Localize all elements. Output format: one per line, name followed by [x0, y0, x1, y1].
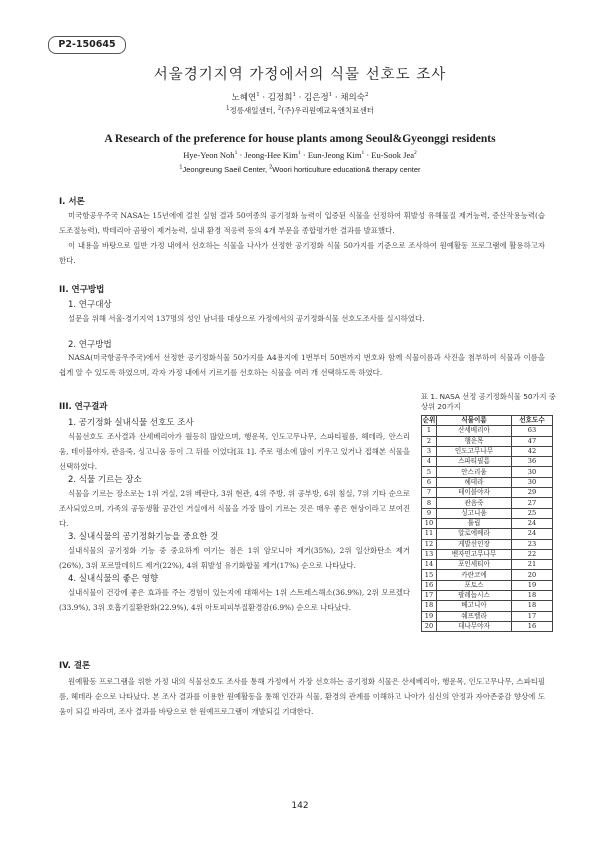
- table-row: [422, 518, 553, 528]
- cell-plant-name: 베고니아: [437, 601, 512, 611]
- method-body: NASA(미국항공우주국)에서 선정한 공기정화식물 50가지를 A4용지에 1번부터 50번까지 번호와 함께 식물이름과 사진을 첨부하여 식물과 이름을 쉽게 알 수 있도록 하였으며, 각자 가정 내에서 기르기를 선호하는 식물을 여러 개 선택하도록 하였다.: [59, 353, 545, 377]
- intro-body: [59, 208, 545, 268]
- cell-plant-name: 헤데라: [437, 477, 512, 487]
- cell-rank: 1: [422, 426, 437, 436]
- table-row: [422, 621, 553, 631]
- table-row: [422, 539, 553, 549]
- cell-rank: 2: [422, 436, 437, 446]
- english-affiliations: $^1$Jeongreung Saeil Center, $^2$Woori horticulture education& therapy center: [179, 164, 421, 174]
- cell-count: 27: [512, 498, 553, 508]
- table-row: [422, 611, 553, 621]
- section-heading-methods: II. 연구방법: [59, 285, 105, 295]
- cell-rank: 13: [422, 549, 437, 559]
- cell-rank: 10: [422, 518, 437, 528]
- cell-count: 22: [512, 549, 553, 559]
- paper-code-badge: P2-150645: [48, 36, 126, 54]
- cell-count: 19: [512, 580, 553, 590]
- result-4-body: 실내식물이 건강에 좋은 효과를 주는 경험이 있는지에 대해서는 1위 스트레스해소(36.9%), 2위 모르겠다(33.9%), 3위 호흡기질환완화(22.9%), 4위 아토피피부질환경감(6.9%) 순으로 나타났다.: [59, 588, 410, 612]
- plant-preference-table: [421, 415, 553, 632]
- table-row: [422, 436, 553, 446]
- korean-affiliations: $^1$정릉새일센터, $^2$(주)우리원예교육앤치료센터: [225, 105, 375, 115]
- cell-count: 63: [512, 426, 553, 436]
- table-row: [422, 488, 553, 498]
- table-row: [422, 477, 553, 487]
- table-row: [422, 508, 553, 518]
- result-1-body: 식물선호도 조사결과 산세베리아가 월등히 많았으며, 행운목, 인도고무나무, 스파티필름, 헤데라, 안스리움, 테이블야자, 관음죽, 싱고니움 등이 그 뒤를 이었다[표 1]. 주로 평소에 많이 키우고 있거나 접해본 식물을 선택하였다.: [59, 432, 410, 471]
- subheading-result-1: 1. 공기정화 실내식물 선호도 조사: [68, 418, 194, 428]
- author-name: 채의숙: [340, 93, 365, 103]
- cell-plant-name: 알로에베라: [437, 529, 512, 539]
- column-header-rank: 순위: [422, 416, 436, 425]
- table-row: [422, 580, 553, 590]
- cell-plant-name: 튤립: [437, 518, 512, 528]
- cell-rank: 5: [422, 467, 437, 477]
- section-heading-conclusion: IV. 결론: [59, 661, 91, 671]
- table-row: [422, 426, 553, 436]
- cell-rank: 8: [422, 498, 437, 508]
- section-heading-results: III. 연구결과: [59, 402, 108, 412]
- cell-count: 18: [512, 591, 553, 601]
- cell-rank: 16: [422, 580, 437, 590]
- subheading-result-2: 2. 식물 기르는 장소: [68, 475, 142, 485]
- table-row: [422, 570, 553, 580]
- cell-plant-name: 행운목: [437, 436, 512, 446]
- table-row: [422, 446, 553, 456]
- cell-rank: 4: [422, 457, 437, 467]
- cell-rank: 15: [422, 570, 437, 580]
- author-name: 노혜연: [231, 93, 257, 103]
- cell-plant-name: 벤자민고무나무: [437, 549, 512, 559]
- cell-count: 20: [512, 570, 553, 580]
- cell-rank: 20: [422, 621, 437, 631]
- english-authors: Hye-Yeon Noh$^1$ · Jeong-Hee Kim$^1$ · Eun-Jeong Kim$^1$ · Eu-Sook Jea$^2$: [183, 150, 417, 160]
- table-caption: 표 1. NASA 선정 공기정화식물 50가지 중 상위 20가지: [421, 392, 556, 411]
- cell-count: 23: [512, 539, 553, 549]
- subheading-result-4: 4. 실내식물의 좋은 영향: [68, 574, 159, 584]
- cell-plant-name: 싱고니움: [437, 508, 512, 518]
- cell-count: 24: [512, 529, 553, 539]
- cell-rank: 9: [422, 508, 437, 518]
- author-name: 김정희: [267, 93, 293, 103]
- subheading-subjects: 1. 연구대상: [68, 300, 112, 310]
- cell-plant-name: 산세베리아: [437, 426, 512, 436]
- cell-plant-name: 카란코에: [437, 570, 512, 580]
- cell-plant-name: 인도고무나무: [437, 446, 512, 456]
- cell-count: 21: [512, 560, 553, 570]
- paragraph: 미국항공우주국 NASA는 15년에에 걸친 실험 결과 50여종의 공기정화 능력이 입증된 식물을 선정하여 휘발성 유해물질 제거능력, 증산작용능력(습도조절능력), 박테리아 곰팡이 제거능력, 실내 환경 적응력 등의 4개 부문을 종합평가한 결과를 발표했다.: [59, 211, 545, 235]
- author-name: 김은정: [304, 93, 329, 103]
- cell-plant-name: 관음죽: [437, 498, 512, 508]
- table-row: [422, 591, 553, 601]
- cell-count: 17: [512, 611, 553, 621]
- page-number: 142: [291, 801, 309, 811]
- subjects-body: 설문을 위해 서울·경기지역 137명의 성인 남녀를 대상으로 가정에서의 공기정화식물 선호도조사를 실시하였다.: [68, 314, 425, 323]
- cell-rank: 17: [422, 591, 437, 601]
- cell-plant-name: 쉐프렐라: [437, 611, 512, 621]
- table-row: [422, 560, 553, 570]
- korean-authors: 노혜연$^1$ · 김정희$^1$ · 김은정$^1$ · 채의숙$^2$: [231, 92, 369, 103]
- cell-count: 36: [512, 457, 553, 467]
- cell-count: 16: [512, 621, 553, 631]
- cell-rank: 19: [422, 611, 437, 621]
- cell-count: 29: [512, 488, 553, 498]
- korean-title: 서울경기지역 가정에서의 식물 선호도 조사: [153, 67, 447, 83]
- cell-plant-name: 포토스: [437, 580, 512, 590]
- table-header-row: [422, 416, 553, 426]
- cell-count: 30: [512, 467, 553, 477]
- cell-plant-name: 스파티필름: [437, 457, 512, 467]
- result-2-body: 식물을 기르는 장소로는 1위 거실, 2위 베란다, 3위 현관, 4위 주방, 위 공부방, 6위 침실, 7위 기타 순으로 조사되었으며, 가족의 공동생활 공간인 거실에서 식물을 가장 많이 기르는 것은 매우 좋은 현상이라고 보여진다.: [59, 489, 410, 528]
- column-header-plant: 식물이름: [437, 416, 512, 426]
- result-3-body: 실내식물의 공기정화 기능 중 중요하게 여기는 점은 1위 암모니아 제거(35%), 2위 일산화탄소 제거(26%), 3위 포르말데히드 제거(22%), 4위 휘발성 유기화합물 제거(17%) 순으로 나타났다.: [59, 546, 410, 570]
- cell-count: 24: [512, 518, 553, 528]
- cell-rank: 12: [422, 539, 437, 549]
- cell-rank: 3: [422, 446, 437, 456]
- cell-count: 42: [512, 446, 553, 456]
- table-row: [422, 601, 553, 611]
- subheading-method: 2. 연구방법: [68, 340, 112, 350]
- cell-plant-name: 대나무야자: [437, 621, 512, 631]
- cell-rank: 6: [422, 477, 437, 487]
- cell-count: 30: [512, 477, 553, 487]
- cell-plant-name: 팔레놉시스: [437, 591, 512, 601]
- cell-count: 25: [512, 508, 553, 518]
- cell-rank: 14: [422, 560, 437, 570]
- cell-rank: 18: [422, 601, 437, 611]
- cell-count: 18: [512, 601, 553, 611]
- conclusion-body: 원예활동 프로그램을 위한 가정 내의 식물선호도 조사를 통해 가정에서 가장 선호하는 공기정화 식물은 산세베리아, 행운목, 인도고무나무, 스파티필름, 헤데라 순으로 나타났다. 본 조사 결과를 이용한 원예활동을 통해 인간과 식물, 환경의 관계를 이해하고 나아가 심신의 안정과 자아존중감 향상에 도움이 되길 바라며, 조사 결과를 바탕으로 한 원예프로그램이 개발되길 기대한다.: [59, 677, 545, 716]
- cell-rank: 7: [422, 488, 437, 498]
- english-title: A Research of the preference for house plants among Seoul&Gyeonggi residents: [104, 133, 496, 145]
- table-row: [422, 467, 553, 477]
- paragraph: 이 내용을 바탕으로 일반 가정 내에서 선호하는 식물을 나사가 선정한 공기정화 식물 50가지를 기준으로 조사하여 원예활동 프로그램에 활용하고자 한다.: [59, 241, 545, 265]
- subheading-result-3: 3. 실내식물의 공기정화기능을 중요한 것: [68, 532, 219, 542]
- cell-plant-name: 테이블야자: [437, 488, 512, 498]
- table-row: [422, 498, 553, 508]
- section-heading-intro: I. 서론: [59, 197, 85, 207]
- cell-plant-name: 포인세티아: [437, 560, 512, 570]
- table-row: [422, 529, 553, 539]
- column-header-count: 선호도수: [512, 416, 553, 426]
- table-row: [422, 549, 553, 559]
- cell-rank: 11: [422, 529, 437, 539]
- table-row: [422, 457, 553, 467]
- cell-plant-name: 안스리움: [437, 467, 512, 477]
- cell-count: 47: [512, 436, 553, 446]
- cell-plant-name: 게발선인장: [437, 539, 512, 549]
